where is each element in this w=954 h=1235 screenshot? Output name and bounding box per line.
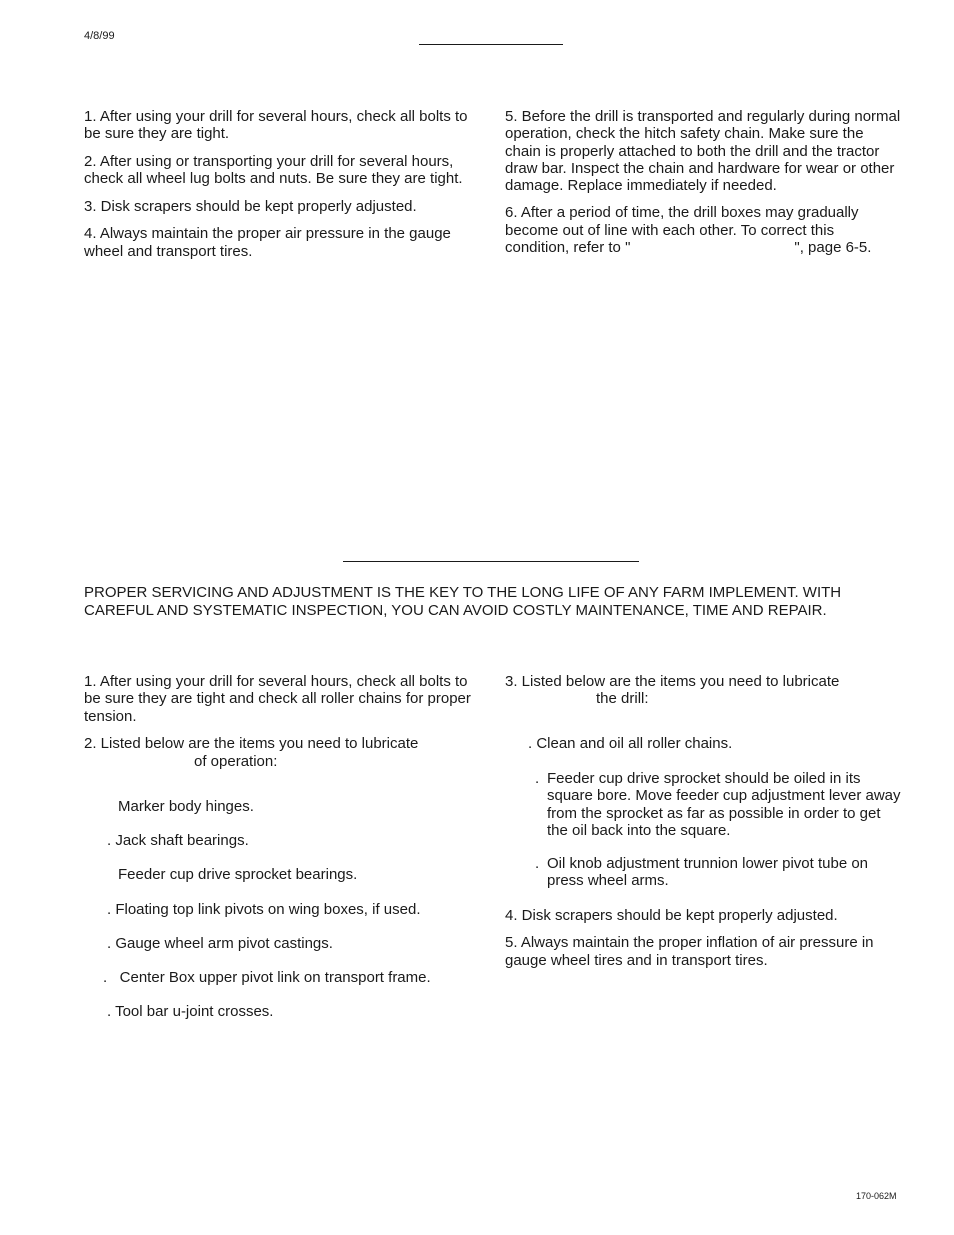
lube-item-3-line1: 3. Listed below are the items you need to lubricate [505, 673, 840, 690]
drill-lube-item: Oil knob adjustment trunnion lower pivot tube on press wheel arms. [547, 855, 869, 890]
lube-list-item: . Floating top link pivots on wing boxes, if used. [107, 901, 421, 918]
lube-item-2-line2: of operation: [194, 753, 278, 770]
lube-list-item: . Tool bar u-joint crosses. [107, 1003, 274, 1020]
drill-lube-item: Feeder cup drive sprocket should be oiled in its square bore. Move feeder cup adjustment lever away from the sprocket as far as possible in order to get the oil back into the square. [547, 770, 901, 839]
section2-left-column [84, 673, 484, 725]
drill-lube-bullet: . [535, 770, 540, 787]
lube-item-5: 5. Always maintain the proper inflation of air pressure in gauge wheel tires and in transport tires. [505, 934, 874, 969]
lube-item-2-line1: 2. Listed below are the items you need to lubricate [84, 735, 419, 752]
document-code: 170-062M [856, 1191, 897, 1201]
title-underline-2 [343, 561, 639, 562]
section2-right-tail [505, 907, 901, 969]
drill-lube-item: . Clean and oil all roller chains. [528, 735, 733, 752]
lube-item-1: 1. After using your drill for several hours, check all bolts to be sure they are tight and check all roller chains for proper tension. [84, 673, 471, 725]
servicing-intro: PROPER SERVICING AND ADJUSTMENT IS THE KEY TO THE LONG LIFE OF ANY FARM IMPLEMENT. WITH CAREFUL AND SYSTEMATIC INSPECTION, YOU CAN AVOID COSTLY MAINTENANCE, TIME AND REPAIR. [84, 584, 842, 619]
drill-lube-bullet: . [535, 855, 540, 872]
section1-item-3: 3. Disk scrapers should be kept properly adjusted. [84, 198, 417, 216]
section1-item-6-suffix: ", page 6-5. [794, 239, 872, 257]
lube-list-item: Feeder cup drive sprocket bearings. [118, 866, 358, 883]
lube-list-item: . Jack shaft bearings. [107, 832, 249, 849]
title-underline-1 [419, 44, 563, 45]
lube-item-3-line2: the drill: [596, 690, 649, 707]
lube-list-item: . Center Box upper pivot link on transport frame. [103, 969, 431, 986]
section1-item-2: 2. After using or transporting your drill for several hours, check all wheel lug bolts and nuts. Be sure they are tight. [84, 152, 463, 187]
lube-item-4: 4. Disk scrapers should be kept properly adjusted. [505, 907, 838, 924]
section1-item-5: 5. Before the drill is transported and regularly during normal operation, check the hitch safety chain. Make sure the chain is properly attached to both the drill and the tractor draw bar. Inspect the chain and hardware for wear or other damage. Replace immediately if needed. [505, 108, 901, 195]
lube-list-item: . Gauge wheel arm pivot castings. [107, 935, 333, 952]
section1-item-6-text: 6. After a period of time, the drill boxes may gradually become out of line with each other. To correct this condition, refer to " [505, 204, 859, 257]
section1-left-column [84, 108, 484, 260]
section1-item-4: 4. Always maintain the proper air pressure in the gauge wheel and transport tires. [84, 225, 451, 260]
section1-item-1: 1. After using your drill for several hours, check all bolts to be sure they are tight. [84, 108, 468, 143]
lube-list-item: Marker body hinges. [118, 798, 254, 815]
page-date: 4/8/99 [84, 30, 115, 42]
section1-right-column [505, 108, 901, 256]
section1-item-6 [505, 204, 901, 256]
